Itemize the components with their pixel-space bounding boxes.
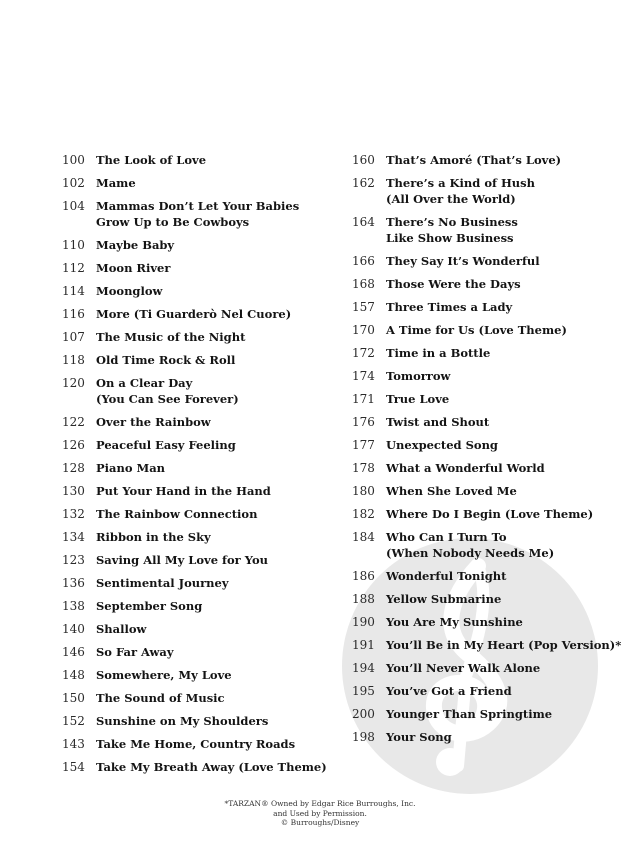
toc-entry (352, 345, 632, 361)
song-title: Old Time Rock & Roll (96, 353, 236, 367)
song-title: Sentimental Journey (96, 576, 229, 590)
toc-entry (62, 237, 342, 253)
page-number: 146 (62, 645, 85, 659)
page-number: 177 (352, 438, 375, 452)
toc-entry (62, 152, 342, 168)
toc-entry (352, 683, 632, 699)
page-number: 116 (62, 307, 85, 321)
toc-entry (352, 368, 632, 384)
song-title: More (Ti Guarderò Nel Cuore) (96, 307, 292, 321)
toc-entry (62, 175, 342, 191)
toc-entry (352, 175, 632, 207)
song-title: You’ve Got a Friend (386, 684, 512, 698)
toc-entry (62, 575, 342, 591)
song-title: You’ll Be in My Heart (Pop Version)* (386, 638, 622, 652)
page-number: 176 (352, 415, 375, 429)
page-number: 134 (62, 530, 85, 544)
page-number: 126 (62, 438, 85, 452)
song-title: Put Your Hand in the Hand (96, 484, 271, 498)
song-title: So Far Away (96, 645, 174, 659)
toc-entry (62, 460, 342, 476)
page-number: 120 (62, 376, 85, 390)
page-number: 171 (352, 392, 375, 406)
song-title: Piano Man (96, 461, 166, 475)
song-title: The Look of Love (96, 153, 207, 167)
song-title: Maybe Baby (96, 238, 175, 252)
toc-entry (62, 644, 342, 660)
page-number: 170 (352, 323, 375, 337)
song-title: Where Do I Begin (Love Theme) (386, 507, 594, 521)
song-title: When She Loved Me (386, 484, 517, 498)
page-number: 132 (62, 507, 85, 521)
song-title: Yellow Submarine (386, 592, 502, 606)
toc-entry (352, 637, 632, 653)
song-title: Twist and Shout (386, 415, 490, 429)
song-title: Time in a Bottle (386, 346, 491, 360)
song-title: Moonglow (96, 284, 163, 298)
song-title: You Are My Sunshine (386, 615, 523, 629)
footnote-line: © Burroughs/Disney (280, 818, 360, 827)
song-title: Mammas Don’t Let Your Babies Grow Up to Be Cowboys (96, 199, 300, 229)
toc-entry (352, 460, 632, 476)
page-number: 160 (352, 153, 375, 167)
page-number: 172 (352, 346, 375, 360)
song-title: You’ll Never Walk Alone (386, 661, 541, 675)
toc-entry (62, 529, 342, 545)
page-number: 152 (62, 714, 85, 728)
toc-entry (352, 152, 632, 168)
song-title: Saving All My Love for You (96, 553, 268, 567)
song-title: True Love (386, 392, 450, 406)
song-title: Those Were the Days (386, 277, 521, 291)
toc-entry (62, 598, 342, 614)
toc-entry (62, 437, 342, 453)
page-number: 184 (352, 530, 375, 544)
page-number: 198 (352, 730, 375, 744)
toc-entry (352, 437, 632, 453)
page-number: 166 (352, 254, 375, 268)
page-number: 122 (62, 415, 85, 429)
toc-entry (352, 706, 632, 722)
song-title: That’s Amoré (That’s Love) (386, 153, 562, 167)
toc-entry (352, 253, 632, 269)
page-number: 112 (62, 261, 85, 275)
page-number: 150 (62, 691, 85, 705)
toc-entry (352, 483, 632, 499)
page-number: 104 (62, 199, 85, 213)
copyright-footnote (170, 799, 470, 828)
song-title: The Sound of Music (96, 691, 225, 705)
toc-entry (352, 322, 632, 338)
page-number: 140 (62, 622, 85, 636)
toc-entry (62, 329, 342, 345)
song-title: What a Wonderful World (386, 461, 545, 475)
page-number: 164 (352, 215, 375, 229)
song-title: Wonderful Tonight (386, 569, 507, 583)
toc-entry (352, 660, 632, 676)
page-number: 110 (62, 238, 85, 252)
toc-entry (62, 198, 342, 230)
toc-entry (352, 506, 632, 522)
page-number: 148 (62, 668, 85, 682)
song-title: Unexpected Song (386, 438, 498, 452)
page-number: 174 (352, 369, 375, 383)
song-title: The Music of the Night (96, 330, 246, 344)
toc-entry (62, 414, 342, 430)
toc-entry (62, 306, 342, 322)
toc-entry (352, 614, 632, 630)
song-title: The Rainbow Connection (96, 507, 258, 521)
page-number: 130 (62, 484, 85, 498)
page-number: 128 (62, 461, 85, 475)
toc-entry (352, 299, 632, 315)
page-number: 186 (352, 569, 375, 583)
page-number: 107 (62, 330, 85, 344)
page-number: 114 (62, 284, 85, 298)
song-title: Tomorrow (386, 369, 451, 383)
toc-entry (62, 483, 342, 499)
song-title: On a Clear Day (You Can See Forever) (96, 376, 239, 406)
song-title: Moon River (96, 261, 171, 275)
page-number: 180 (352, 484, 375, 498)
page-number: 100 (62, 153, 85, 167)
song-title: Take My Breath Away (Love Theme) (96, 760, 327, 774)
toc-entry (62, 736, 342, 752)
toc-entry (62, 713, 342, 729)
song-title: There’s No Business Like Show Business (386, 215, 518, 245)
page-number: 200 (352, 707, 375, 721)
page-number: 143 (62, 737, 85, 751)
toc-entry (352, 529, 632, 561)
footnote-line: *TARZAN® Owned by Edgar Rice Burroughs, Inc. (224, 799, 416, 808)
toc-entry (62, 759, 342, 775)
page-number: 182 (352, 507, 375, 521)
toc-entry (352, 414, 632, 430)
toc-entry (62, 506, 342, 522)
page-number: 154 (62, 760, 85, 774)
page-number: 195 (352, 684, 375, 698)
footnote-line: and Used by Permission. (273, 808, 367, 818)
toc-entry (62, 621, 342, 637)
page-number: 190 (352, 615, 375, 629)
song-title: Three Times a Lady (386, 300, 513, 314)
page-number: 102 (62, 176, 85, 190)
song-title: There’s a Kind of Hush (All Over the World) (386, 176, 536, 206)
toc-entry (352, 276, 632, 292)
toc-entry (62, 552, 342, 568)
song-title: They Say It’s Wonderful (386, 254, 540, 268)
toc-entry (62, 375, 342, 407)
song-title: Over the Rainbow (96, 415, 211, 429)
toc-entry (352, 729, 632, 745)
toc-entry (352, 391, 632, 407)
toc-entry (352, 568, 632, 584)
contents-left-column (62, 152, 342, 782)
page-number: 123 (62, 553, 85, 567)
page-number: 168 (352, 277, 375, 291)
song-title: Who Can I Turn To (When Nobody Needs Me) (386, 530, 555, 560)
toc-entry (62, 667, 342, 683)
toc-entry (352, 214, 632, 246)
song-title: Somewhere, My Love (96, 668, 232, 682)
song-title: Mame (96, 176, 136, 190)
song-title: Younger Than Springtime (386, 707, 553, 721)
page-number: 162 (352, 176, 375, 190)
toc-entry (62, 283, 342, 299)
toc-entry (352, 591, 632, 607)
page-number: 191 (352, 638, 375, 652)
song-title: A Time for Us (Love Theme) (386, 323, 567, 337)
toc-entry (62, 260, 342, 276)
page-number: 157 (352, 300, 375, 314)
song-title: Shallow (96, 622, 147, 636)
toc-entry (62, 352, 342, 368)
contents-right-column (352, 152, 632, 752)
song-title: Peaceful Easy Feeling (96, 438, 236, 452)
page-number: 188 (352, 592, 375, 606)
song-title: Ribbon in the Sky (96, 530, 211, 544)
song-title: September Song (96, 599, 203, 613)
song-title: Take Me Home, Country Roads (96, 737, 296, 751)
song-title: Sunshine on My Shoulders (96, 714, 269, 728)
page-number: 118 (62, 353, 85, 367)
page-number: 178 (352, 461, 375, 475)
page-number: 136 (62, 576, 85, 590)
song-title: Your Song (386, 730, 452, 744)
page-number: 138 (62, 599, 85, 613)
page-number: 194 (352, 661, 375, 675)
toc-entry (62, 690, 342, 706)
